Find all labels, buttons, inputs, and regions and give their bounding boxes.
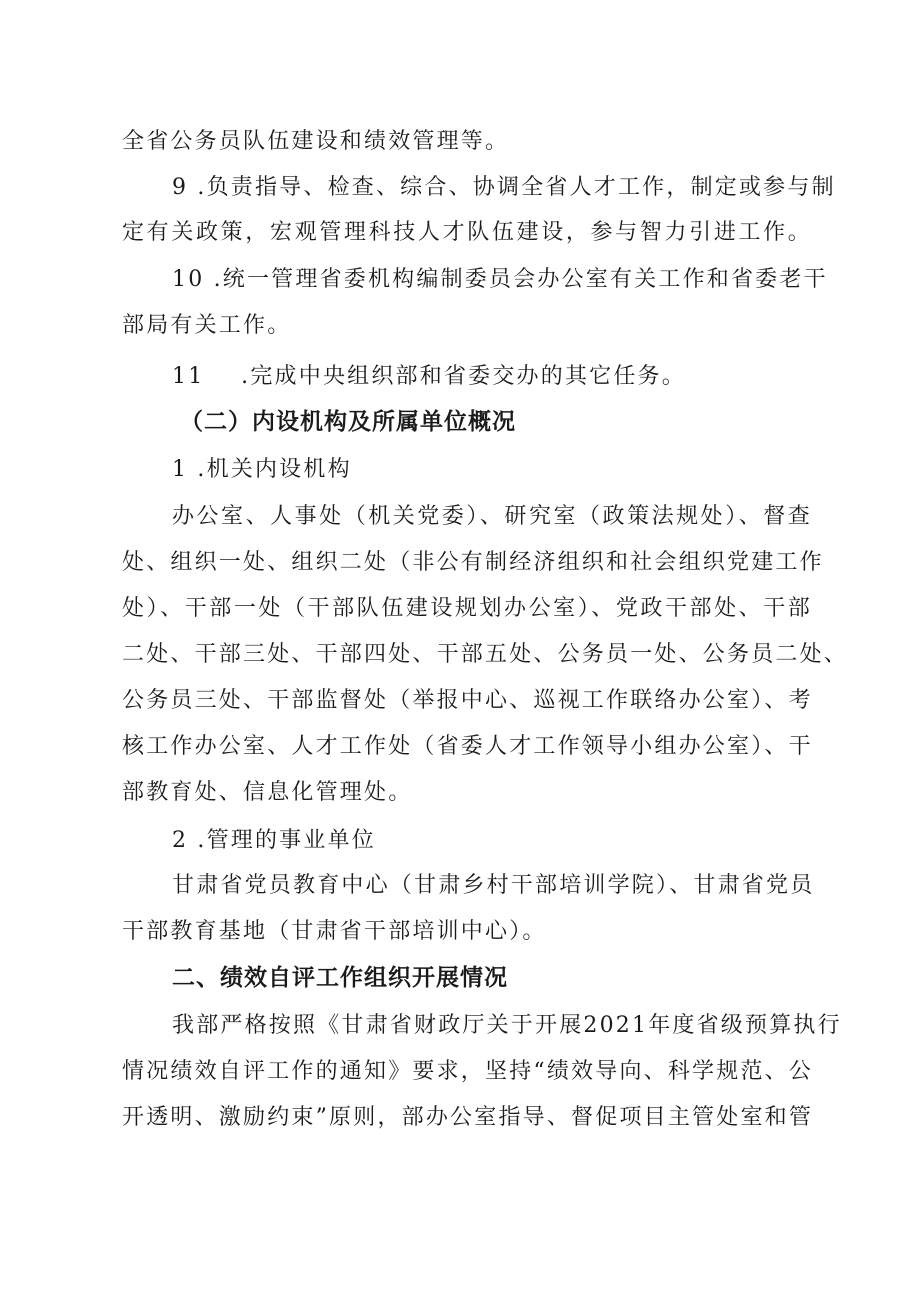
text-line: 部局有关工作。	[122, 313, 292, 338]
text-line: 我部严格按照《甘肃省财政厅关于开展2021年度省级预算执行	[172, 1013, 842, 1038]
subsection-heading: 2 .管理的事业单位	[172, 828, 376, 853]
text-line: 9 .负责指导、检查、综合、协调全省人才工作，制定或参与制	[172, 175, 836, 200]
text-line: 甘肃省党员教育中心（甘肃乡村干部培训学院）、甘肃省党员	[172, 873, 815, 898]
text-line: 处、组织一处、组织二处（非公有制经济组织和社会组织党建工作	[122, 550, 824, 575]
text-line: 情况绩效自评工作的通知》要求，坚持“绩效导向、科学规范、公	[122, 1059, 814, 1084]
text-line: 处）、干部一处（干部队伍建设规划办公室）、党政干部处、干部	[122, 596, 812, 621]
text-line: 办公室、人事处（机关党委）、研究室（政策法规处）、督查	[172, 504, 812, 529]
text-line: 部教育处、信息化管理处。	[122, 780, 413, 805]
text-line: 定有关政策，宏观管理科技人才队伍建设，参与智力引进工作。	[122, 220, 812, 245]
text-line: 11 .完成中央组织部和省委交办的其它任务。	[172, 364, 686, 389]
text-line: 干部教育基地（甘肃省干部培训中心）。	[122, 919, 547, 944]
text-line: 开透明、激励约束”原则，部办公室指导、督促项目主管处室和管	[122, 1105, 814, 1130]
chapter-heading: 二、绩效自评工作组织开展情况	[172, 965, 508, 991]
text-line: 核工作办公室、人才工作处（省委人才工作领导小组办公室）、干	[122, 734, 813, 759]
subsection-heading: 1 .机关内设机构	[172, 457, 352, 482]
text-line: 全省公务员队伍建设和绩效管理等。	[122, 129, 510, 154]
text-line: 公务员三处、干部监督处（举报中心、巡视工作联络办公室）、考	[122, 688, 813, 713]
text-line: 10 .统一管理省委机构编制委员会办公室有关工作和省委老干	[172, 267, 828, 292]
text-line: 二处、干部三处、干部四处、干部五处、公务员一处、公务员二处、	[122, 642, 849, 667]
section-heading: （二）内设机构及所属单位概况	[180, 409, 516, 435]
